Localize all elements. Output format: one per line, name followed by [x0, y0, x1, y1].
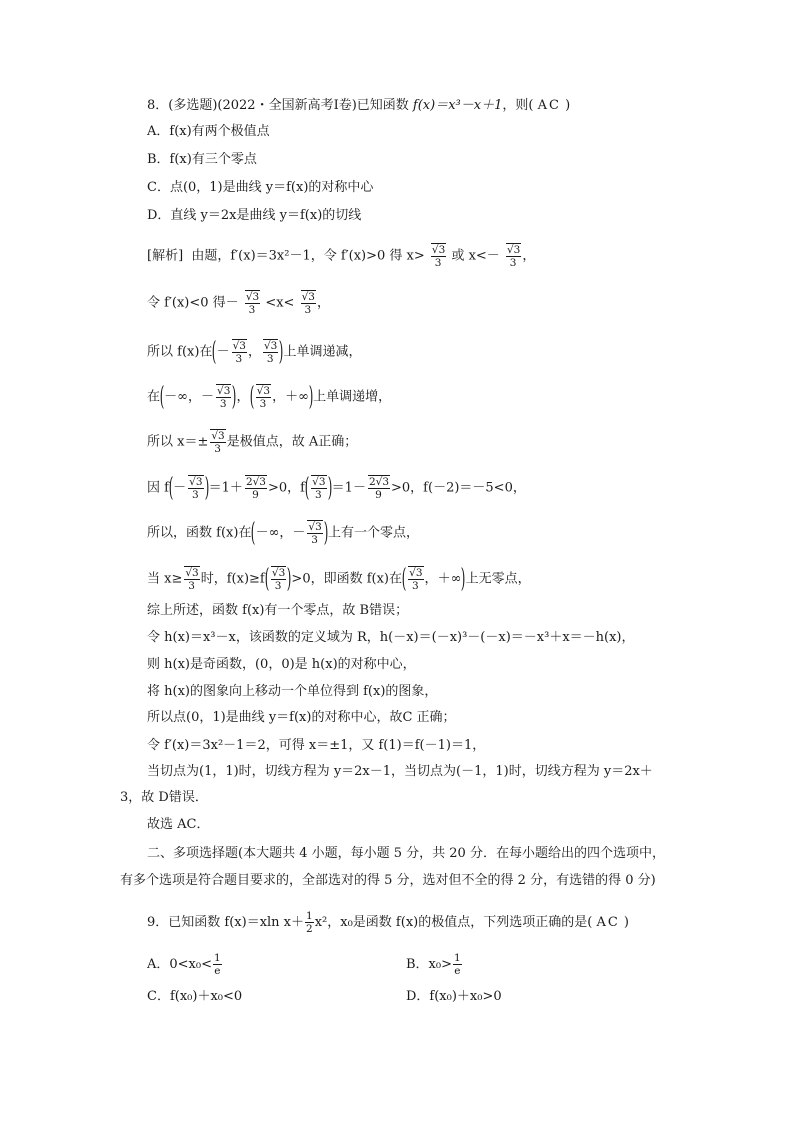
- q8-stem-text: 8．(多选题)(2022・全国新高考Ⅰ卷)已知函数: [147, 98, 413, 113]
- solution-line-14: 令 f′(x)＝3x²－1＝2，可得 x＝±1，又 f(1)＝f(－1)＝1，: [147, 738, 486, 753]
- solution-text: 或 x<－: [451, 248, 500, 264]
- paren-left: (: [251, 518, 256, 548]
- comma: ，: [272, 389, 286, 405]
- q9-stem-text-2: x²，x₀是函数 f(x)的极值点，下列选项正确的是(: [314, 915, 593, 930]
- q8-stem: [147, 96, 570, 116]
- frac-num: √3: [263, 340, 278, 352]
- q8-option-b: B．f(x)有三个零点: [147, 152, 257, 167]
- frac-den: 3: [434, 257, 442, 269]
- minus-sign: －: [216, 344, 230, 360]
- frac-den: 3: [274, 580, 282, 592]
- frac-num: √3: [431, 244, 446, 256]
- solution-text: 令 f′(x)<0 得－: [147, 295, 239, 311]
- frac-den: e: [214, 965, 221, 977]
- paren-left: (: [264, 564, 270, 594]
- q9-stem-close: ): [623, 915, 629, 930]
- solution-text: >0，即函数 f(x)在: [291, 571, 403, 587]
- section-2-instructions: 有多个选项是符合题目要求的，全部选对的得 5 分，选对但不全的得 2 分，有选错的得 0 分): [120, 873, 656, 888]
- q8-stem-text-2: ，则(: [502, 98, 534, 113]
- q9-stem: [147, 910, 629, 935]
- fraction: [367, 475, 390, 501]
- frac-den: 3: [214, 443, 221, 455]
- q9-option-b: [406, 952, 463, 977]
- paren-right: ): [279, 337, 284, 367]
- paren-right: ): [204, 473, 209, 503]
- frac-den: 3: [304, 304, 312, 316]
- comma: ，: [236, 389, 250, 405]
- interval-text: －∞，－: [255, 525, 306, 541]
- frac-num: √3: [409, 567, 423, 579]
- frac-num: √3: [256, 385, 271, 397]
- paren-right: ): [232, 382, 237, 412]
- frac-den: 3: [311, 534, 318, 546]
- frac-num: √3: [312, 476, 326, 488]
- fraction-inv-e: [213, 952, 222, 977]
- interval-text: ＋∞: [285, 389, 309, 405]
- solution-line-7: [147, 520, 419, 546]
- frac-num: 1: [214, 952, 221, 964]
- solution-line-13: 所以点(0，1)是曲线 y＝f(x)的对称中心，故C 正确；: [147, 710, 456, 725]
- q9-option-d: D．f(x₀)＋x₀>0: [406, 989, 502, 1004]
- frac-den: 3: [188, 580, 195, 592]
- frac-num: √3: [232, 340, 246, 352]
- frac-den: 3: [259, 398, 267, 410]
- solution-text: <x<: [265, 295, 295, 311]
- fraction: [244, 290, 260, 316]
- paren-right: ): [327, 473, 332, 503]
- solution-text: >0，f(－2)＝－5<0，: [391, 480, 526, 496]
- solution-line-6: [147, 475, 526, 501]
- fraction: [505, 243, 521, 269]
- frac-den: 3: [191, 489, 199, 501]
- fraction: [300, 290, 316, 316]
- comma: ，: [247, 344, 261, 360]
- solution-text: 所以，函数 f(x)在: [147, 525, 252, 541]
- paren-left: (: [304, 473, 310, 503]
- frac-num: √3: [185, 567, 199, 579]
- frac-den: 3: [314, 489, 322, 501]
- q9-answer: AC: [596, 915, 620, 930]
- frac-num: 1: [454, 952, 461, 964]
- frac-num: 1: [306, 910, 313, 922]
- solution-text: 所以 f(x)在: [147, 344, 213, 360]
- fraction: [255, 384, 271, 410]
- frac-num: √3: [217, 385, 231, 397]
- solution-text: 在: [147, 389, 161, 405]
- frac-den: 3: [266, 353, 274, 365]
- solution-line-15: 当切点为(1，1)时，切线方程为 y＝2x－1，当切点为(－1，1)时，切线方程为 y＝2x＋: [147, 764, 653, 779]
- solution-line-9: 综上所述，函数 f(x)有一个零点，故 B错误；: [147, 603, 409, 618]
- paren-right: ): [323, 518, 329, 548]
- fraction-inv-e: [453, 952, 462, 977]
- solution-line-4: [147, 384, 391, 410]
- paren-left: (: [168, 473, 174, 503]
- solution-text: ＝1＋: [208, 480, 243, 496]
- solution-line-8: [147, 566, 531, 592]
- frac-num: √3: [189, 476, 203, 488]
- frac-num: √3: [506, 244, 521, 256]
- fraction: [270, 566, 286, 592]
- q9-option-a: [147, 952, 223, 977]
- interval-text: ＋∞: [437, 571, 462, 587]
- frac-den: 3: [248, 304, 256, 316]
- fraction: [430, 243, 446, 269]
- frac-den: 9: [252, 489, 259, 501]
- solution-line-5: [147, 429, 357, 455]
- solution-line-16: 3，故 D错误．: [120, 790, 208, 805]
- solution-conclusion: 故选 AC．: [147, 817, 210, 832]
- solution-text: 由题，f′(x)＝3x²－1，令 f′(x)>0 得 x>: [191, 248, 425, 264]
- solution-text: 上单调递增，: [313, 389, 392, 405]
- solution-text: 上无零点，: [465, 571, 531, 587]
- frac-den: 3: [412, 580, 419, 592]
- paren-right: ): [287, 564, 292, 594]
- q8-answer: AC: [537, 98, 561, 113]
- q9-stem-text: 9．已知函数 f(x)＝xln x＋: [147, 915, 305, 930]
- q9-option-c: C．f(x₀)＋x₀<0: [147, 989, 243, 1004]
- paren-left: (: [401, 564, 407, 594]
- q8-stem-close: ): [565, 98, 571, 113]
- fraction: [187, 475, 203, 501]
- solution-text: ，: [522, 248, 536, 264]
- frac-num: √3: [211, 430, 225, 442]
- frac-den: 3: [235, 353, 243, 365]
- frac-den: 2: [306, 923, 313, 935]
- paren-right: ): [308, 382, 314, 412]
- fraction: [215, 384, 231, 410]
- frac-num: √3: [301, 291, 315, 303]
- frac-den: 9: [375, 489, 382, 501]
- frac-den: e: [454, 965, 461, 977]
- solution-tag: [解析]: [147, 248, 184, 264]
- paren-right: ): [461, 564, 466, 594]
- option-text: A．0<x₀<: [147, 957, 212, 972]
- fraction: [262, 339, 278, 365]
- paren-left: (: [212, 337, 217, 367]
- interval-text: －∞，－: [164, 389, 215, 405]
- fraction: [306, 520, 322, 546]
- option-text: B．x₀>: [406, 957, 452, 972]
- q8-option-a: A．f(x)有两个极值点: [147, 124, 270, 139]
- paren-left: (: [159, 382, 165, 412]
- solution-line-10: 令 h(x)＝x³－x，该函数的定义域为 R，h(－x)＝(－x)³－(－x)＝－x³＋x＝－h(x)，: [147, 630, 635, 645]
- fraction: [407, 566, 423, 592]
- section-2-heading: 二、多项选择题(本大题共 4 小题，每小题 5 分，共 20 分．在每小题给出的四个选项中，: [147, 846, 665, 861]
- solution-text: ＝1－: [331, 480, 366, 496]
- comma: ，: [424, 571, 438, 587]
- solution-text: ，: [316, 295, 330, 311]
- fraction: [183, 566, 199, 592]
- frac-num: √3: [308, 521, 322, 533]
- solution-line-12: 将 h(x)的图象向上移动一个单位得到 f(x)的图象，: [147, 684, 438, 699]
- fraction-half: [305, 910, 314, 935]
- solution-line-2: [147, 290, 330, 316]
- frac-num: √3: [245, 291, 260, 303]
- solution-line-1: [147, 243, 535, 269]
- frac-den: 3: [509, 257, 517, 269]
- solution-text: 上单调递减，: [283, 344, 362, 360]
- frac-num: √3: [271, 567, 286, 579]
- solution-line-3: [147, 339, 362, 365]
- solution-line-11: 则 h(x)是奇函数，(0，0)是 h(x)的对称中心，: [147, 657, 416, 672]
- q8-function: f(x)＝x³－x＋1: [412, 98, 503, 113]
- solution-text: 当 x≥: [147, 571, 183, 587]
- solution-text: 是极值点，故 A正确；: [226, 434, 358, 450]
- solution-text: >0，f: [268, 480, 305, 496]
- fraction: [231, 339, 247, 365]
- solution-text: 所以 x＝±: [147, 434, 209, 450]
- q8-option-c: C．点(0，1)是曲线 y＝f(x)的对称中心: [147, 180, 374, 195]
- frac-num: 2√3: [368, 476, 390, 488]
- solution-text: 因 f: [147, 480, 169, 496]
- fraction: [244, 475, 267, 501]
- paren-left: (: [249, 382, 254, 412]
- fraction: [209, 429, 225, 455]
- solution-text: 时，f(x)≥f: [200, 571, 265, 587]
- solution-text: 上有一个零点，: [327, 525, 419, 541]
- frac-num: 2√3: [245, 476, 266, 488]
- minus-sign: －: [173, 480, 187, 496]
- q8-option-d: D．直线 y＝2x是曲线 y＝f(x)的切线: [147, 208, 362, 223]
- fraction: [310, 475, 326, 501]
- frac-den: 3: [219, 398, 227, 410]
